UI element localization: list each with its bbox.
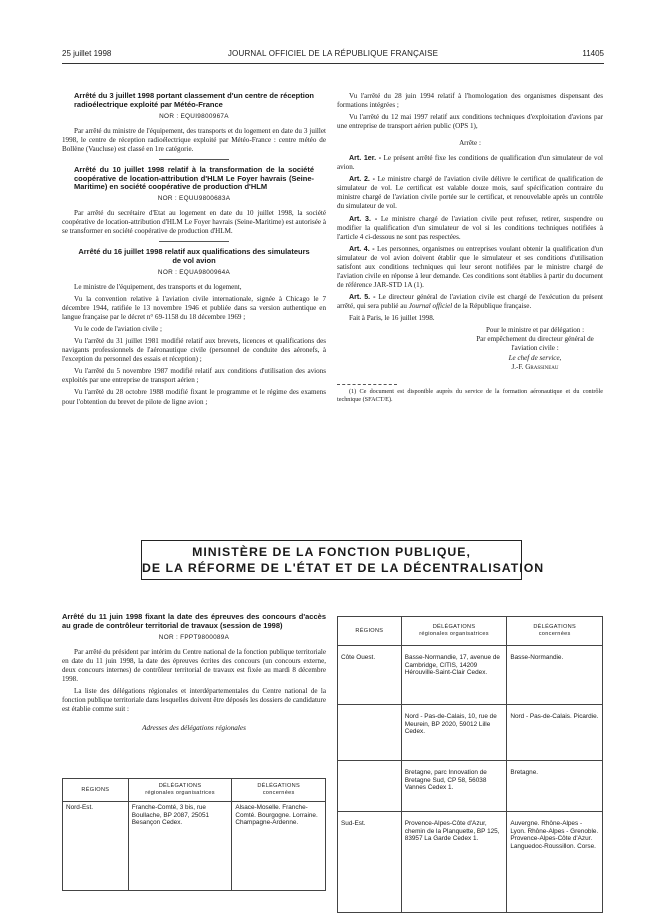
article-5-text-end: de la République française. — [452, 301, 532, 310]
table-header-row — [338, 617, 603, 646]
right-column — [337, 92, 603, 407]
decree-3-para: Vu l'arrêté du 28 juin 1994 relatif à l'homologation des organismes dispensant des formations intégrées ; — [337, 92, 603, 110]
bottom-left-column — [62, 613, 326, 740]
decree-2-text: Par arrêté du secrétaire d'Etat au logement en date du 10 juillet 1998, la société coopérative de location-attribution d'HLM Le Foyer havrais (Seine-Maritime) est autorisée à se transformer en société coopérative de production d'HLM. — [62, 209, 326, 236]
article-2 — [337, 175, 603, 211]
col-header-regions: RÉGIONS — [63, 779, 129, 802]
journal-officiel-ref: Journal officiel — [408, 301, 453, 310]
decree-3-para: Vu l'arrêté du 12 mai 1997 relatif aux conditions techniques d'exploitation d'avions par une entreprise de transport aérien public (OPS 1), — [337, 113, 603, 131]
table-header-row — [63, 779, 326, 802]
col-header-line: DÉLÉGATIONS — [533, 624, 576, 630]
article-3-label: Art. 3. - — [349, 214, 378, 223]
article-5-text: Le directeur général de l'aviation civile est chargé de l'exécution du présent arrêté, qui sera publié au — [337, 292, 604, 310]
left-column — [62, 92, 326, 410]
decree-1-text: Par arrêté du ministre de l'équipement, des transports et du logement en date du 3 juillet 1998, le centre de réception radioélectrique exploité par Météo-France : centre météo de Bollène (Vaucluse) est classé en 1re catégorie. — [62, 126, 326, 153]
footnote-rule — [337, 384, 397, 385]
concerned-cell: Bretagne. — [507, 761, 603, 812]
col-header-line: concernées — [538, 631, 571, 637]
arrete-heading: Arrête : — [459, 139, 481, 148]
article-5-label: Art. 5. - — [349, 292, 376, 301]
col-header-line: régionales organisatrices — [419, 631, 489, 637]
table-row — [63, 802, 326, 891]
signature-line: Par empêchement du directeur général de l'aviation civile : — [476, 335, 594, 353]
article-1 — [337, 154, 603, 172]
table-row — [338, 812, 603, 913]
decree-3-nor: NOR : EQUA9800964A — [157, 268, 231, 276]
signature-line: Pour le ministre et par délégation : — [485, 326, 585, 335]
decree-2-nor: NOR : EQUU9800683A — [157, 195, 231, 203]
concerned-cell: Auvergne. Rhône-Alpes - Lyon. Rhône-Alpes - Grenoble. Provence-Alpes-Côte d'Azur. Languedoc-Roussillon. Corse. — [507, 812, 603, 913]
article-1-label: Art. 1er. - — [349, 154, 382, 163]
table-row — [338, 646, 603, 705]
signatory-name: J.-F. Grassineau — [511, 362, 559, 371]
article-3-text: Le ministre chargé de l'aviation civile peut refuser, retirer, suspendre ou modifier la qualification d'un simulateur de vol si les conditions techniques notifiées à l'article 4 ci-dessous ne sont pas respectées. — [337, 214, 604, 241]
ministry-line-1: MINISTÈRE DE LA FONCTION PUBLIQUE, — [192, 545, 471, 559]
table-row — [338, 705, 603, 761]
table-row — [338, 761, 603, 812]
decree-3-para: Vu l'arrêté du 5 novembre 1987 modifié relatif aux conditions d'utilisation des avions exploités par une entreprise de transport aérien ; — [62, 367, 326, 385]
issue-date: 25 juillet 1998 — [62, 49, 112, 58]
article-4-label: Art. 4. - — [349, 244, 375, 253]
ministry-banner — [141, 540, 545, 580]
col-header-regions: RÉGIONS — [338, 617, 402, 646]
col-header-line: concernées — [262, 790, 295, 796]
concerned-cell: Alsace-Moselle. Franche-Comté. Bourgogne. Lorraine. Champagne-Ardenne. — [232, 802, 326, 891]
decree-1-nor: NOR : EQUI9800967A — [159, 112, 229, 120]
col-header-line: régionales organisatrices — [145, 790, 215, 796]
decree-4-nor: NOR : FPPT9800089A — [158, 633, 230, 641]
decree-4-para: La liste des délégations régionales et interdépartementales du Centre national de la fonction publique territoriale dans lesquelles doivent être déposés les dossiers de candidature est établie comme suit : — [62, 686, 326, 713]
article-2-text: Le ministre chargé de l'aviation civile délivre le certificat de qualification de simulateur de vol. Le certificat est valable douze mois, sauf spécification contraire du ministre chargé de l'aviation civile portée sur le certificat, et renouvelable après un contrôle du simulateur de vol. — [337, 175, 604, 211]
header-rule — [62, 63, 604, 64]
article-5 — [337, 293, 603, 311]
footnote: (1) Ce document est disponible auprès du service de la formation aéronautique et du contrôle technique (SFACT/E). — [337, 388, 603, 404]
delegations-table-left — [62, 778, 326, 891]
region-cell: Côte Ouest. — [338, 646, 402, 705]
decree-3-para: Vu la convention relative à l'aviation civile internationale, signée à Chicago le 7 décembre 1944, ratifiée le 13 novembre 1946 et publiée dans sa version authentique en langue française par le décret n° 69-1158 du 18 décembre 1969 ; — [62, 295, 326, 322]
decree-4-para: Par arrêté du président par intérim du Centre national de la fonction publique territoriale en date du 11 juin 1998, la date des épreuves écrites des concours (un concours externe, deux concours internes) de contrôleur territorial de travaux est fixée au mardi 8 décembre 1998. — [62, 647, 326, 683]
decree-1-title: Arrêté du 3 juillet 1998 portant classement d'un centre de réception radioélectrique exploité par Météo-France — [74, 91, 314, 109]
article-4 — [337, 245, 603, 290]
organizing-cell: Basse-Normandie, 17, avenue de Cambridge, CITIS, 14209 Hérouville-Saint-Clair Cedex. — [401, 646, 507, 705]
col-header-line: DÉLÉGATIONS — [158, 783, 202, 789]
page-number: 11405 — [582, 49, 604, 58]
delegations-table-right — [337, 616, 603, 913]
organizing-cell: Nord - Pas-de-Calais, 10, rue de Meurein, BP 2020, 59012 Lille Cedex. — [401, 705, 507, 761]
region-cell: Nord-Est. — [63, 802, 129, 891]
article-4-text: Les personnes, organismes ou entreprises voulant obtenir la qualification d'un simulateur de vol avion doivent établir que le simulateur et ses conditions d'utilisation satisfont aux conditions techniques qui leur seront notifiées par le ministre chargé de l'aviation civile en réponse à leur demande. Ces conditions sont établies à partir du document de référence JAR-STD 1A (1). — [337, 244, 604, 289]
article-3 — [337, 215, 603, 242]
running-header — [62, 49, 604, 63]
signature-date: Fait à Paris, le 16 juillet 1998. — [349, 313, 435, 322]
decree-2-title: Arrêté du 10 juillet 1998 relatif à la transformation de la société coopérative de location-attribution d'HLM Le Foyer havrais (Seine-Maritime) en société coopérative de production d'HLM — [74, 164, 314, 192]
table-caption: Adresses des délégations régionales — [142, 723, 246, 732]
decree-3-title: Arrêté du 16 juillet 1998 relatif aux qualifications des simulateurs de vol avion — [78, 247, 310, 266]
decree-3-para: Le ministre de l'équipement, des transports et du logement, — [74, 283, 242, 291]
signature-block — [467, 326, 603, 372]
decree-4-title: Arrêté du 11 juin 1998 fixant la date des épreuves des concours d'accès au grade de contrôleur territorial de travaux (session de 1998) — [62, 612, 326, 630]
col-header-concerned — [232, 779, 326, 802]
region-cell: Sud-Est. — [338, 812, 402, 913]
col-header-line: DÉLÉGATIONS — [257, 783, 300, 789]
organizing-cell: Provence-Alpes-Côte d'Azur, chemin de la Planquette, BP 125, 83957 La Garde Cedex 1. — [401, 812, 507, 913]
ministry-line-2: DE LA RÉFORME DE L'ÉTAT ET DE LA DÉCENTRALISATION — [142, 560, 545, 575]
decree-3-para: Vu le code de l'aviation civile ; — [74, 325, 162, 334]
concerned-cell: Basse-Normandie. — [507, 646, 603, 705]
separator — [159, 241, 229, 242]
col-header-organizing — [401, 617, 507, 646]
col-header-line: DÉLÉGATIONS — [432, 624, 476, 630]
organizing-cell: Bretagne, parc Innovation de Bretagne Sud, CP 58, 56038 Vannes Cedex 1. — [401, 761, 507, 812]
signature-title: Le chef de service, — [508, 353, 562, 362]
decree-3-para: Vu l'arrêté du 28 octobre 1988 modifié fixant le programme et le régime des examens pour l'obtention du brevet de pilote de ligne avion ; — [62, 388, 326, 406]
region-cell — [338, 761, 402, 812]
article-1-text: Le présent arrêté fixe les conditions de qualification d'un simulateur de vol avion. — [337, 154, 603, 172]
organizing-cell: Franche-Comté, 3 bis, rue Boullache, BP 2087, 25051 Besançon Cedex. — [128, 802, 232, 891]
separator — [159, 159, 229, 160]
region-cell — [338, 705, 402, 761]
decree-3-para: Vu l'arrêté du 31 juillet 1981 modifié relatif aux brevets, licences et qualifications des navigants professionnels de l'aéronautique civile (personnel de conduite des aéronefs, à l'exception du personnel des essais et réception) ; — [62, 337, 326, 364]
article-2-label: Art. 2. - — [349, 175, 376, 184]
col-header-concerned — [507, 617, 603, 646]
concerned-cell: Nord - Pas-de-Calais. Picardie. — [507, 705, 603, 761]
journal-title: JOURNAL OFFICIEL DE LA RÉPUBLIQUE FRANÇAISE — [227, 49, 439, 58]
col-header-organizing — [128, 779, 232, 802]
